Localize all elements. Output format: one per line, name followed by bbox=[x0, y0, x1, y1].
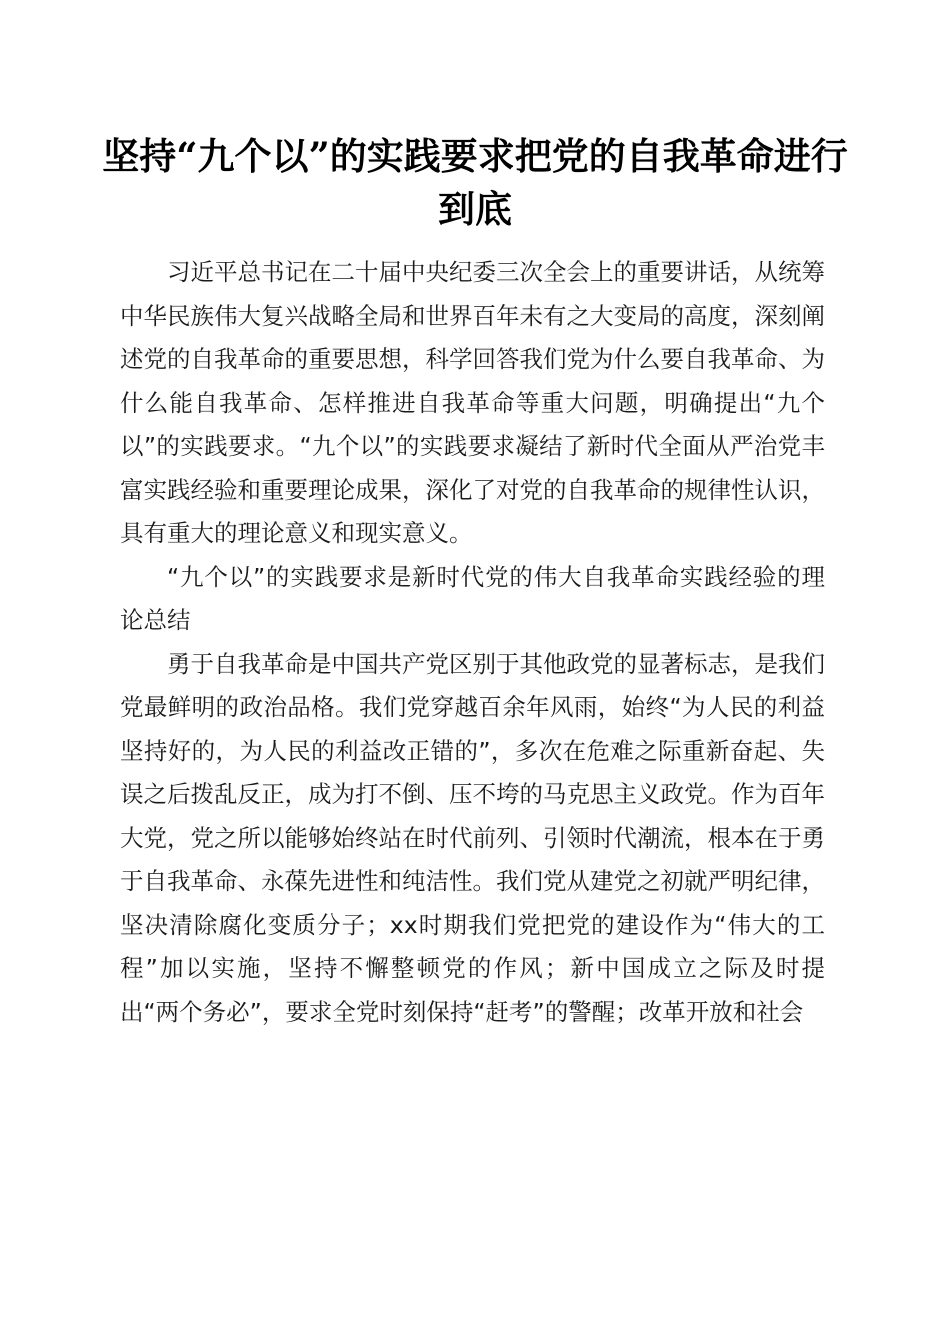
paragraph-intro: 习近平总书记在二十届中央纪委三次全会上的重要讲话，从统筹中华民族伟大复兴战略全局和世界百年未有之大变局的高度，深刻阐述党的自我革命的重要思想，科学回答我们党为什么要自我革命、为什么能自我革命、怎样推进自我革命等重大问题，明确提出“九个以”的实践要求。“九个以”的实践要求凝结了新时代全面从严治党丰富实践经验和重要理论成果，深化了对党的自我革命的规律性认识，具有重大的理论意义和现实意义。 bbox=[120, 258, 825, 547]
document-title: 坚持“九个以”的实践要求把党的自我革命进行到底 bbox=[102, 134, 848, 231]
paragraph-section-heading: “九个以”的实践要求是新时代党的伟大自我革命实践经验的理论总结 bbox=[120, 562, 825, 634]
paragraph-body: 勇于自我革命是中国共产党区别于其他政党的显著标志，是我们党最鲜明的政治品格。我们党穿越百余年风雨，始终“为人民的利益坚持好的，为人民的利益改正错的”，多次在危难之际重新奋起、失误之后拨乱反正，成为打不倒、压不垮的马克思主义政党。作为百年大党，党之所以能够始终站在时代前列、引领时代潮流，根本在于勇于自我革命、永葆先进性和纯洁性。我们党从建党之初就严明纪律，坚决清除腐化变质分子；xx时期我们党把党的建设作为“伟大的工程”加以实施，坚持不懈整顿党的作风；新中国成立之际及时提出“两个务必”，要求全党时刻保持“赶考”的警醒；改革开放和社会 bbox=[120, 649, 825, 1026]
document-body bbox=[120, 251, 825, 1034]
